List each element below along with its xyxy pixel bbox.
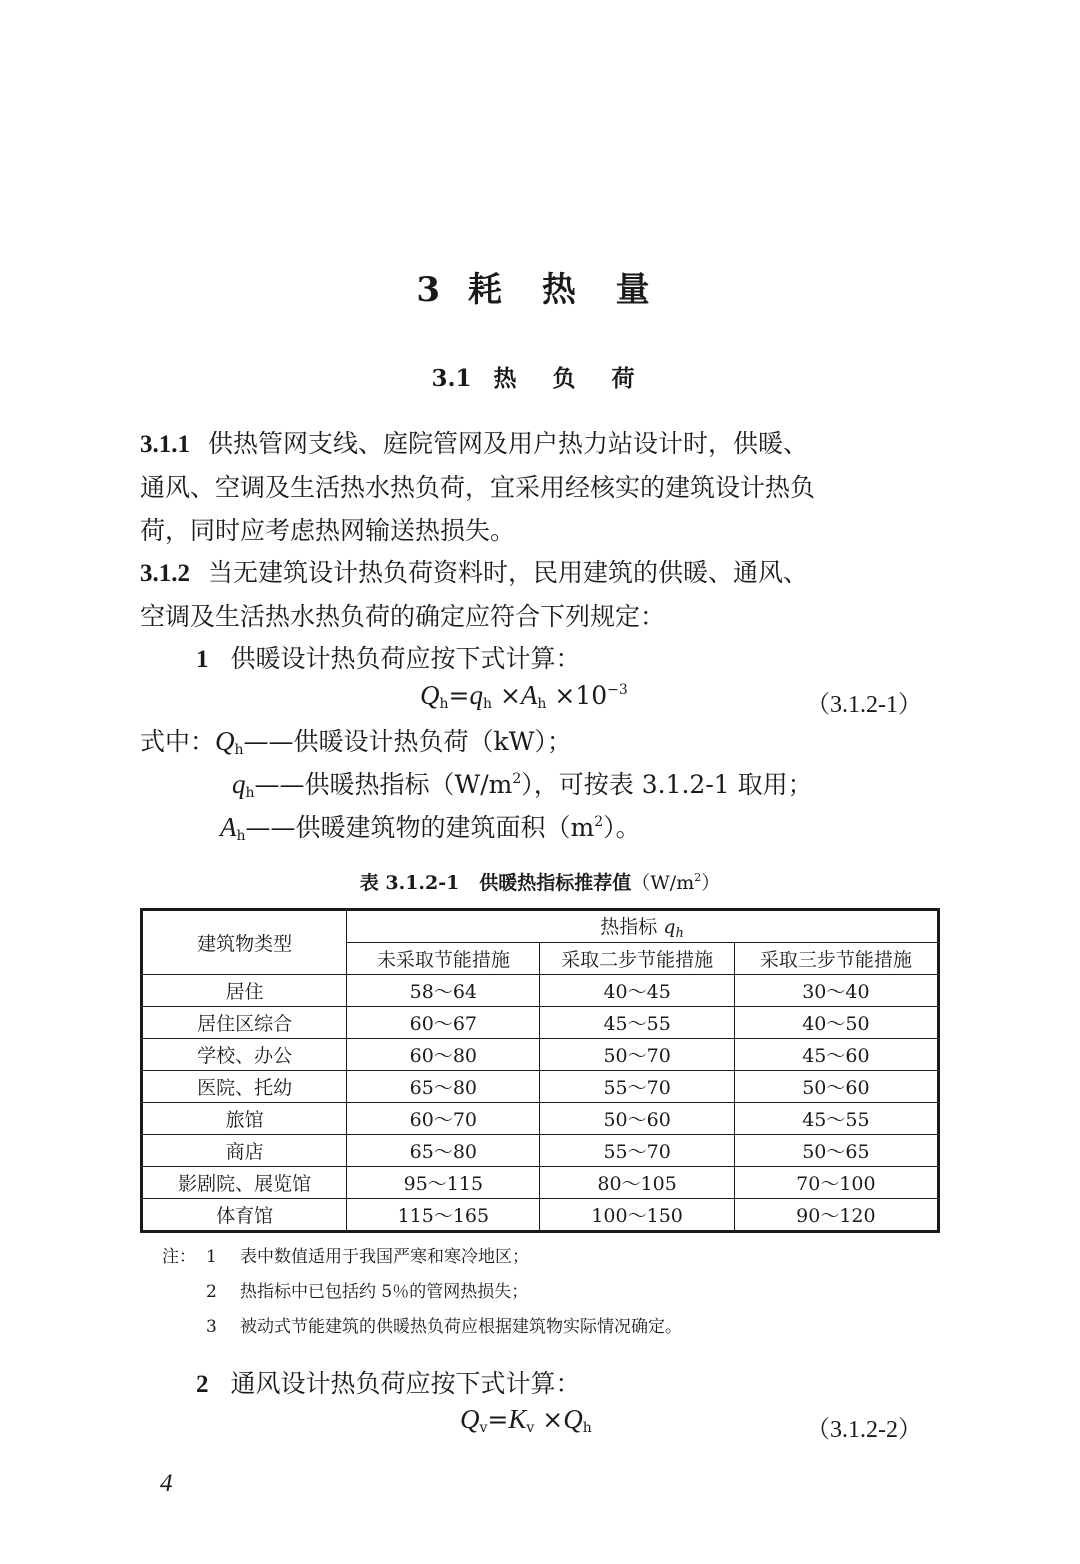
- symbol-subscript: h: [234, 742, 244, 758]
- table-cell: 60～70: [347, 1103, 540, 1135]
- clause-3-1-2: [140, 551, 940, 638]
- table-cell: 55～70: [540, 1071, 734, 1103]
- equation-number: （3.1.2-2）: [806, 1417, 922, 1443]
- formula-symbol: Q: [420, 680, 440, 710]
- table-row: [142, 1199, 939, 1232]
- formula-subscript: h: [537, 696, 547, 712]
- section-title: 热 负 荷: [493, 365, 649, 392]
- symbol: A: [220, 812, 237, 842]
- page-number: 4: [160, 1470, 173, 1497]
- table-caption-label: 表 3.1.2-1: [359, 872, 460, 894]
- col-group-symbol: q: [663, 916, 676, 938]
- formula-subscript: h: [482, 696, 493, 712]
- table-cell: 50～70: [540, 1039, 734, 1071]
- equation-number: （3.1.2-1）: [806, 692, 922, 718]
- table-cell: 60～67: [347, 1007, 540, 1039]
- notes-label: 注：: [162, 1247, 196, 1267]
- clause-line: [140, 422, 940, 466]
- where-line-Q: [140, 722, 572, 758]
- symbol-description: ）。: [603, 813, 641, 842]
- symbol-description: ——供暖热指标（W/m: [254, 770, 513, 799]
- item-text: 供暖设计热负荷应按下式计算：: [230, 644, 581, 673]
- formula-exponent: −3: [607, 682, 628, 698]
- table-caption-unit: （W/m: [631, 872, 695, 894]
- formula-symbol: q: [469, 680, 483, 710]
- table-row: [142, 1103, 939, 1135]
- clause-text: 荷，同时应考虑热网输送热损失。: [140, 516, 516, 545]
- note-text: 热指标中已包括约 5％的管网热损失；: [240, 1282, 529, 1302]
- table-cell: 40～50: [734, 1007, 938, 1039]
- col-group-label: 热指标: [600, 916, 658, 938]
- chapter-title: 耗 热 量: [467, 270, 664, 310]
- table-cell: 95～115: [347, 1167, 540, 1199]
- item-number: 1: [196, 646, 209, 673]
- formula-subscript: v: [479, 1420, 488, 1436]
- table-cell: 影剧院、展览馆: [142, 1167, 347, 1199]
- clause-number: 3.1.2: [140, 560, 190, 587]
- symbol-description: ——供暖设计热负荷（kW）；: [243, 727, 572, 756]
- col-header-two-step: 采取二步节能措施: [540, 943, 734, 975]
- where-line-q: [232, 765, 813, 801]
- item-2: [196, 1362, 936, 1406]
- unit-superscript: 2: [512, 771, 522, 787]
- table-cell: 60～80: [347, 1039, 540, 1071]
- chapter-heading: [0, 262, 1080, 311]
- table-caption-unit: ）: [701, 872, 721, 894]
- where-label: 式中：: [140, 727, 216, 756]
- table-row: [142, 975, 939, 1007]
- formula-symbol: K: [508, 1404, 527, 1434]
- symbol-description: ），可按表 3.1.2-1 取用；: [521, 770, 813, 799]
- formula-subscript: h: [582, 1420, 592, 1436]
- table-row: [142, 1135, 939, 1167]
- formula-operator: =: [487, 1405, 509, 1434]
- formula-operator: ×: [542, 1405, 564, 1434]
- symbol: Q: [215, 726, 235, 756]
- formula-operator: ×: [554, 681, 576, 710]
- symbol-subscript: h: [245, 785, 255, 801]
- table-cell: 80～105: [540, 1167, 734, 1199]
- symbol: q: [232, 769, 246, 799]
- table-cell: 55～70: [540, 1135, 734, 1167]
- table-caption-unit-sup: 2: [694, 871, 702, 884]
- symbol-subscript: h: [236, 828, 246, 844]
- col-header-heat-index: [347, 910, 939, 943]
- note-text: 被动式节能建筑的供暖热负荷应根据建筑物实际情况确定。: [240, 1317, 682, 1337]
- note-item: [162, 1240, 682, 1275]
- note-item: [162, 1310, 682, 1345]
- formula-number: 10: [575, 681, 608, 710]
- clause-text: 通风、空调及生活热水热负荷，宜采用经核实的建筑设计热负: [140, 473, 816, 502]
- table-row: [142, 1071, 939, 1103]
- table-cell: 45～55: [540, 1007, 734, 1039]
- col-group-subscript: h: [675, 926, 684, 941]
- formula-3-1-2-1: [420, 680, 628, 712]
- table-cell: 90～120: [734, 1199, 938, 1232]
- table-row: [142, 1007, 939, 1039]
- table-cell: 40～45: [540, 975, 734, 1007]
- table-cell: 居住: [142, 975, 347, 1007]
- item-1: [196, 637, 936, 681]
- table-row: [142, 1039, 939, 1071]
- heat-index-table: [140, 908, 940, 1233]
- table-cell: 115～165: [347, 1199, 540, 1232]
- note-number: 1: [206, 1247, 217, 1267]
- table-cell: 70～100: [734, 1167, 938, 1199]
- table-cell: 学校、办公: [142, 1039, 347, 1071]
- clause-text: 供热管网支线、庭院管网及用户热力站设计时，供暖、: [208, 429, 809, 458]
- table-cell: 50～65: [734, 1135, 938, 1167]
- table-cell: 65～80: [347, 1071, 540, 1103]
- unit-superscript: 2: [594, 814, 604, 830]
- table-cell: 体育馆: [142, 1199, 347, 1232]
- formula-symbol: Q: [563, 1404, 583, 1434]
- item-number: 2: [196, 1371, 209, 1398]
- clause-text: 空调及生活热水热负荷的确定应符合下列规定：: [140, 602, 666, 631]
- table-cell: 50～60: [734, 1071, 938, 1103]
- note-text: 表中数值适用于我国严寒和寒冷地区；: [240, 1247, 529, 1267]
- section-heading: [0, 360, 1080, 393]
- table-cell: 商店: [142, 1135, 347, 1167]
- col-header-no-saving: 未采取节能措施: [347, 943, 540, 975]
- formula-operator: =: [448, 681, 470, 710]
- table-cell: 50～60: [540, 1103, 734, 1135]
- col-header-three-step: 采取三步节能措施: [734, 943, 938, 975]
- table-cell: 30～40: [734, 975, 938, 1007]
- table-caption: [0, 868, 1080, 895]
- formula-operator: ×: [499, 681, 521, 710]
- table-cell: 45～55: [734, 1103, 938, 1135]
- section-number: 3.1: [431, 365, 472, 392]
- formula-symbol: Q: [460, 1404, 480, 1434]
- symbol-description: ——供暖建筑物的建筑面积（m: [245, 813, 595, 842]
- note-number: 3: [206, 1317, 217, 1337]
- table-cell: 65～80: [347, 1135, 540, 1167]
- table-cell: 居住区综合: [142, 1007, 347, 1039]
- clause-line: [140, 551, 940, 595]
- note-item: [162, 1275, 682, 1310]
- formula-subscript: h: [439, 696, 449, 712]
- table-cell: 45～60: [734, 1039, 938, 1071]
- table-notes: [162, 1240, 682, 1345]
- table-row: [142, 1167, 939, 1199]
- table-cell: 58～64: [347, 975, 540, 1007]
- clause-text: 当无建筑设计热负荷资料时，民用建筑的供暖、通风、: [208, 558, 809, 587]
- note-number: 2: [206, 1282, 217, 1302]
- table-cell: 100～150: [540, 1199, 734, 1232]
- table-caption-title: 供暖热指标推荐值: [479, 872, 632, 894]
- chapter-number: 3: [416, 270, 442, 310]
- table-cell: 医院、托幼: [142, 1071, 347, 1103]
- formula-symbol: A: [520, 680, 538, 710]
- item-text: 通风设计热负荷应按下式计算：: [230, 1369, 581, 1398]
- table-cell: 旅馆: [142, 1103, 347, 1135]
- clause-3-1-1: [140, 422, 940, 552]
- where-line-A: [220, 808, 641, 844]
- formula-subscript: v: [526, 1420, 535, 1436]
- clause-number: 3.1.1: [140, 431, 190, 458]
- formula-3-1-2-2: [460, 1404, 592, 1436]
- col-header-building-type: 建筑物类型: [142, 910, 347, 975]
